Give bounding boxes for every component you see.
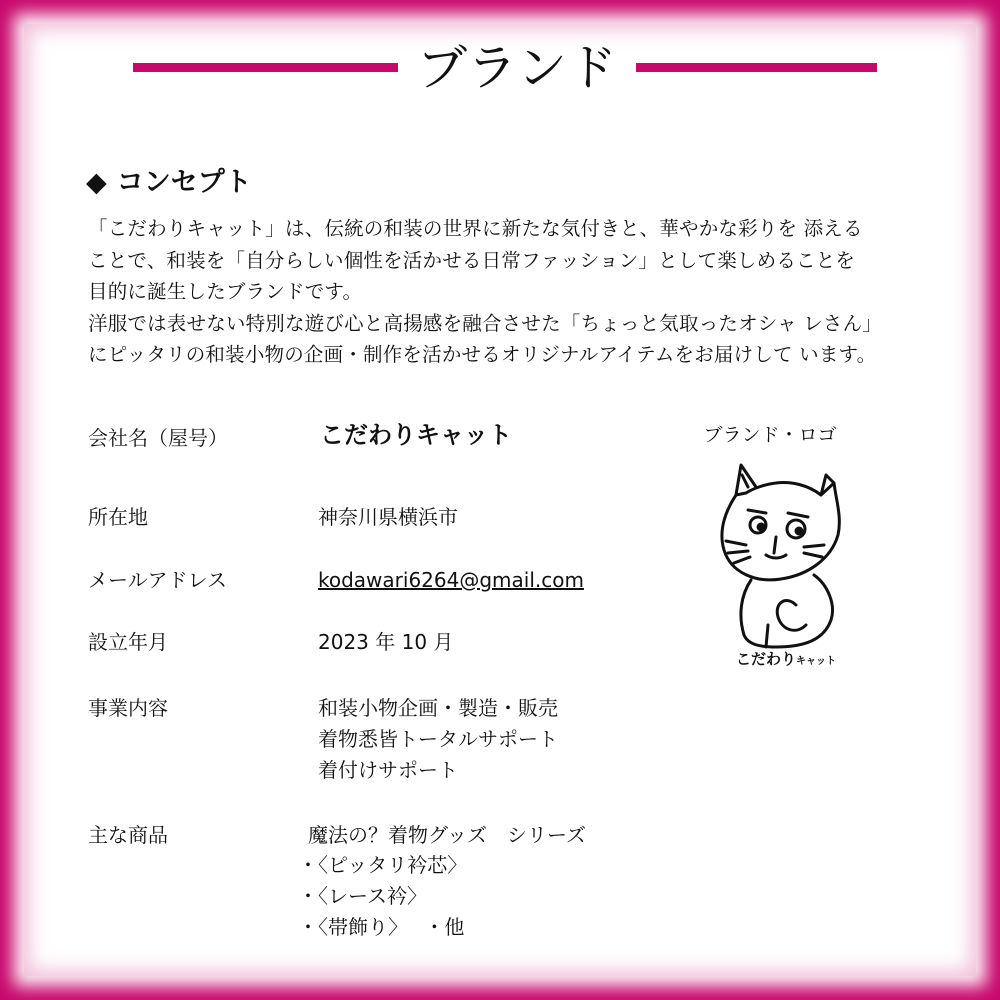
founded-value: 2023 年 10 月 [318, 630, 454, 654]
founded-label: 設立年月 [88, 630, 168, 654]
concept-body [88, 213, 928, 371]
title-rule-left [133, 63, 398, 72]
email-link[interactable]: kodawari6264@gmail.com [318, 568, 584, 592]
product-item: ・〈レース衿〉 [298, 884, 427, 908]
cat-logo-icon [696, 455, 856, 655]
title-rule-right [636, 63, 877, 72]
address-label: 所在地 [88, 505, 148, 529]
logo-text-main: こだわり [736, 650, 797, 668]
concept-line: ことで、和装を「自分らしい個性を活かせる日常ファッション」として楽しめることを [88, 248, 856, 272]
concept-line: にピッタリの和装小物の企画・制作を活かせるオリジナルアイテムをお届けして います。 [88, 343, 877, 366]
concept-line: 目的に誕生したブランドです。 [88, 280, 363, 303]
products-series: 魔法の？着物グッズ シリーズ [308, 823, 586, 847]
email-label: メールアドレス [88, 568, 227, 592]
concept-heading-text: コンセプト [116, 167, 252, 198]
logo-text-small: キャット [796, 656, 837, 667]
diamond-bullet-icon: ◆ [86, 167, 107, 198]
products-label: 主な商品 [88, 823, 168, 847]
concept-line: 「こだわりキャット」は、伝統の和装の世界に新たな気付きと、華やかな彩りを 添える [88, 217, 863, 240]
concept-line: 洋服では表せない特別な遊び心と高揚感を融合させた「ちょっと気取ったオシャ レさん」 [88, 311, 883, 335]
logo-wordmark [736, 648, 836, 669]
products-list [298, 850, 467, 943]
product-item: ・〈ピッタリ衿芯〉 [298, 853, 468, 877]
business-item: 和装小物企画・製造・販売 [318, 696, 558, 720]
company-name-label: 会社名（屋号） [88, 426, 228, 450]
concept-heading [86, 166, 252, 200]
product-item: ・〈帯飾り〉 ・他 [298, 915, 465, 939]
business-label: 事業内容 [88, 696, 168, 720]
logo-caption: ブランド・ロゴ [703, 424, 837, 446]
business-list [318, 693, 558, 786]
business-item: 着物悉皆トータルサポート [318, 727, 558, 751]
company-name-value: こだわりキャット [320, 421, 512, 449]
business-item: 着付けサポート [318, 758, 458, 782]
page-title: ブランド [417, 39, 617, 97]
address-value: 神奈川県横浜市 [318, 505, 458, 529]
brand-logo [696, 455, 856, 675]
